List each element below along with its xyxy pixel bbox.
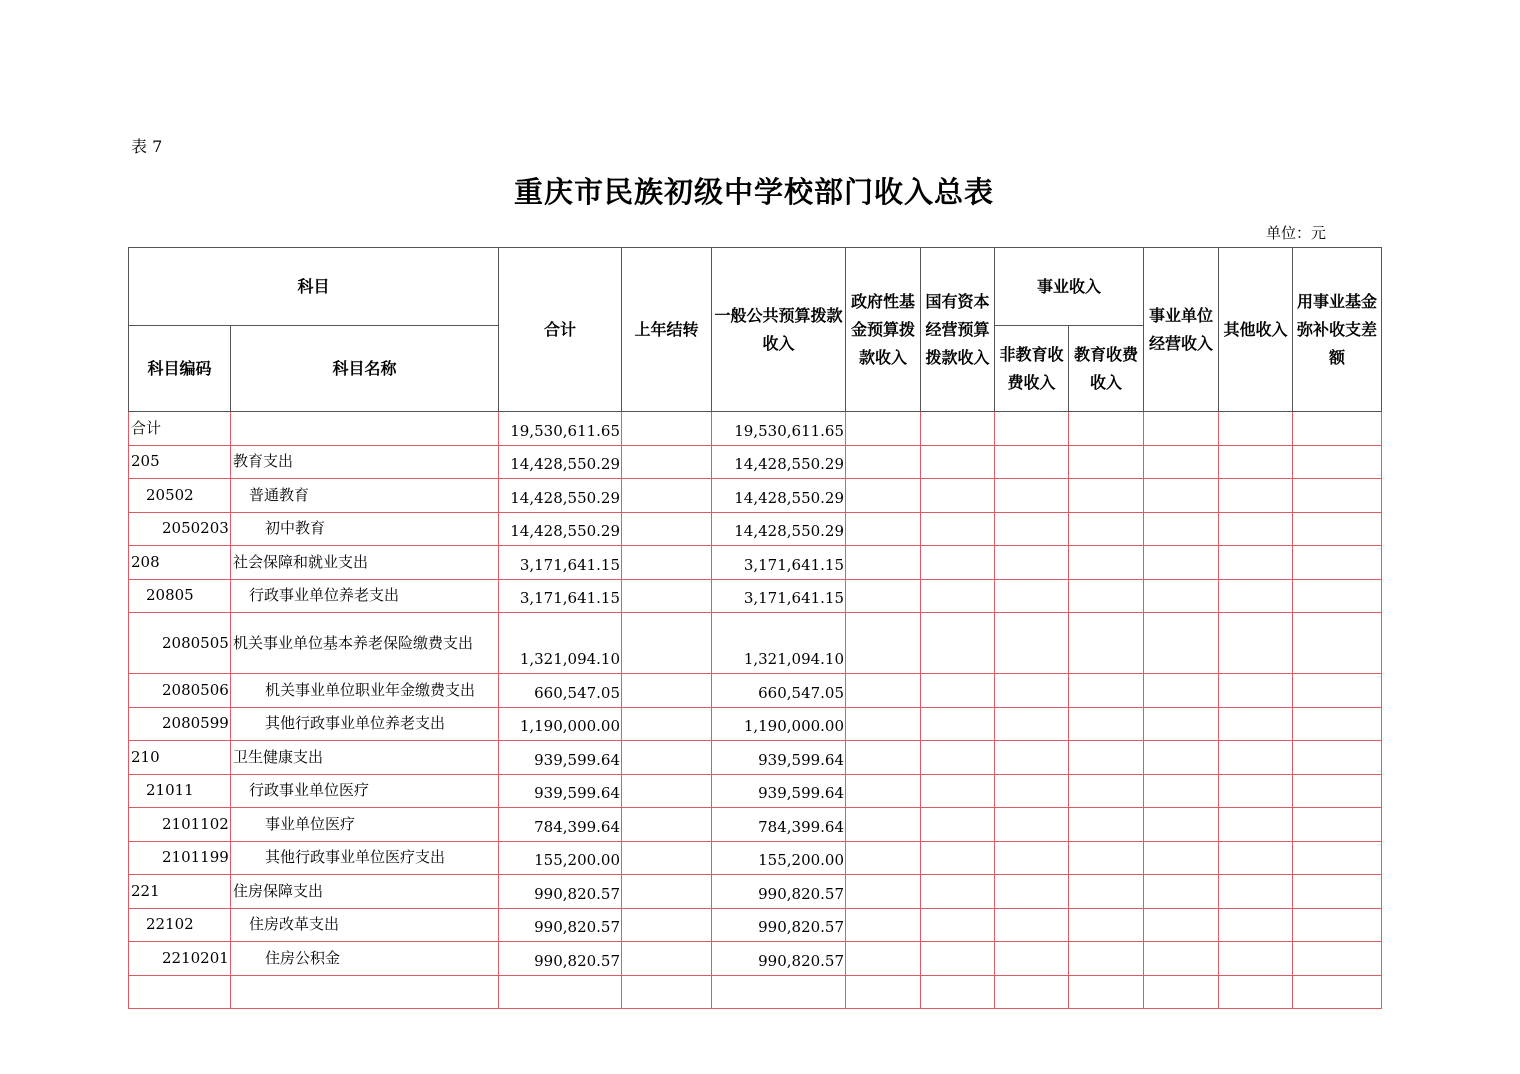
header-business-income: 事业收入 (995, 248, 1144, 326)
row-name: 住房保障支出 (231, 875, 499, 909)
row-carryover (622, 908, 712, 942)
row-carryover (622, 412, 712, 446)
row-carryover (622, 613, 712, 674)
row-general: 14,428,550.29 (712, 479, 846, 513)
row-general: 3,171,641.15 (712, 546, 846, 580)
header-state-capital: 国有资本经营预算拨款收入 (921, 248, 995, 412)
row-total: 990,820.57 (499, 908, 622, 942)
row-total: 3,171,641.15 (499, 579, 622, 613)
row-code: 2101199 (129, 841, 231, 875)
row-general: 990,820.57 (712, 875, 846, 909)
table-row (129, 707, 1382, 741)
row-name: 机关事业单位职业年金缴费支出 (231, 674, 499, 708)
row-carryover (622, 741, 712, 775)
row-carryover (622, 479, 712, 513)
row-total: 939,599.64 (499, 741, 622, 775)
row-carryover (622, 808, 712, 842)
table-row (129, 613, 1382, 674)
header-edu-fee: 教育收费收入 (1069, 326, 1144, 412)
row-code: 20502 (129, 479, 231, 513)
row-name: 普通教育 (231, 479, 499, 513)
row-general: 784,399.64 (712, 808, 846, 842)
row-total: 14,428,550.29 (499, 479, 622, 513)
row-name (231, 412, 499, 446)
row-total: 939,599.64 (499, 774, 622, 808)
row-name: 其他行政事业单位医疗支出 (231, 841, 499, 875)
row-code: 2080599 (129, 707, 231, 741)
row-general: 939,599.64 (712, 774, 846, 808)
row-general: 3,171,641.15 (712, 579, 846, 613)
row-code: 208 (129, 546, 231, 580)
table-row (129, 841, 1382, 875)
row-name: 其他行政事业单位养老支出 (231, 707, 499, 741)
header-subject-code: 科目编码 (129, 326, 231, 412)
row-carryover (622, 707, 712, 741)
row-general: 939,599.64 (712, 741, 846, 775)
row-total: 1,190,000.00 (499, 707, 622, 741)
row-general: 14,428,550.29 (712, 445, 846, 479)
row-total: 19,530,611.65 (499, 412, 622, 446)
row-name: 事业单位医疗 (231, 808, 499, 842)
header-subject: 科目 (129, 248, 499, 326)
header-carryover: 上年结转 (622, 248, 712, 412)
row-carryover (622, 674, 712, 708)
row-total: 14,428,550.29 (499, 445, 622, 479)
row-code: 2210201 (129, 942, 231, 976)
row-name (231, 975, 499, 1009)
unit-label: 单位：元 (1266, 224, 1327, 242)
row-carryover (622, 445, 712, 479)
row-name: 住房公积金 (231, 942, 499, 976)
table-row (129, 942, 1382, 976)
header-gov-fund: 政府性基金预算拨款收入 (846, 248, 921, 412)
row-carryover (622, 975, 712, 1009)
row-general: 990,820.57 (712, 942, 846, 976)
row-name: 机关事业单位基本养老保险缴费支出 (231, 613, 499, 674)
row-total: 660,547.05 (499, 674, 622, 708)
header-non-edu-fee: 非教育收费收入 (995, 326, 1069, 412)
header-subject-name: 科目名称 (231, 326, 499, 412)
row-carryover (622, 579, 712, 613)
table-row (129, 875, 1382, 909)
row-name: 行政事业单位养老支出 (231, 579, 499, 613)
row-general: 19,530,611.65 (712, 412, 846, 446)
row-general: 1,321,094.10 (712, 613, 846, 674)
row-code: 2080506 (129, 674, 231, 708)
table-row (129, 512, 1382, 546)
row-code: 2050203 (129, 512, 231, 546)
row-total: 1,321,094.10 (499, 613, 622, 674)
row-name: 行政事业单位医疗 (231, 774, 499, 808)
row-general: 990,820.57 (712, 908, 846, 942)
row-carryover (622, 942, 712, 976)
row-code: 22102 (129, 908, 231, 942)
row-total: 784,399.64 (499, 808, 622, 842)
row-carryover (622, 512, 712, 546)
row-total (499, 975, 622, 1009)
income-table (128, 247, 1382, 1009)
row-total: 990,820.57 (499, 875, 622, 909)
row-code: 21011 (129, 774, 231, 808)
row-general: 14,428,550.29 (712, 512, 846, 546)
row-carryover (622, 774, 712, 808)
row-general: 1,190,000.00 (712, 707, 846, 741)
table-row (129, 412, 1382, 446)
table-row (129, 546, 1382, 580)
table-row (129, 445, 1382, 479)
row-general: 660,547.05 (712, 674, 846, 708)
row-total: 155,200.00 (499, 841, 622, 875)
row-total: 990,820.57 (499, 942, 622, 976)
row-code: 20805 (129, 579, 231, 613)
header-total: 合计 (499, 248, 622, 412)
table-row (129, 479, 1382, 513)
row-code (129, 975, 231, 1009)
row-code: 2080505 (129, 613, 231, 674)
row-code: 合计 (129, 412, 231, 446)
table-row (129, 774, 1382, 808)
table-row (129, 674, 1382, 708)
row-general (712, 975, 846, 1009)
header-fund-supplement: 用事业基金弥补收支差额 (1293, 248, 1382, 412)
row-general: 155,200.00 (712, 841, 846, 875)
table-row (129, 579, 1382, 613)
row-code: 221 (129, 875, 231, 909)
header-other-income: 其他收入 (1219, 248, 1293, 412)
row-name: 社会保障和就业支出 (231, 546, 499, 580)
table-row (129, 908, 1382, 942)
page-title: 重庆市民族初级中学校部门收入总表 (513, 175, 994, 209)
header-business-unit-ops: 事业单位经营收入 (1144, 248, 1219, 412)
row-name: 住房改革支出 (231, 908, 499, 942)
table-row-empty (129, 975, 1382, 1009)
row-carryover (622, 841, 712, 875)
row-total: 3,171,641.15 (499, 546, 622, 580)
row-name: 初中教育 (231, 512, 499, 546)
row-carryover (622, 546, 712, 580)
table-number-label: 表 7 (131, 137, 163, 156)
table-row (129, 808, 1382, 842)
row-carryover (622, 875, 712, 909)
row-name: 教育支出 (231, 445, 499, 479)
row-code: 210 (129, 741, 231, 775)
table-row (129, 741, 1382, 775)
header-general-budget: 一般公共预算拨款收入 (712, 248, 846, 412)
row-code: 2101102 (129, 808, 231, 842)
row-name: 卫生健康支出 (231, 741, 499, 775)
row-total: 14,428,550.29 (499, 512, 622, 546)
row-code: 205 (129, 445, 231, 479)
